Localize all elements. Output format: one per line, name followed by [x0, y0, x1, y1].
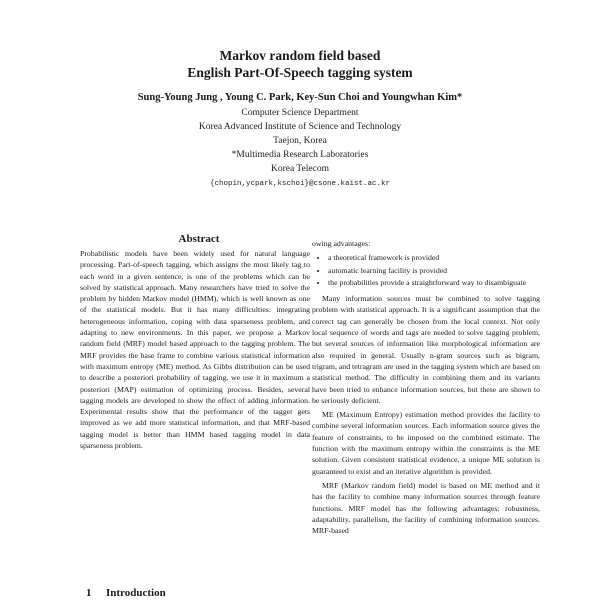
paper-title-line-1: Markov random field based — [219, 48, 381, 63]
affiliation-city: Taejon, Korea — [273, 136, 327, 146]
advantage-item: • automatic learning facility is provided — [328, 265, 540, 276]
section-title: Introduction — [106, 587, 166, 599]
advantage-item: • a theoretical framework is provided — [328, 252, 540, 263]
affiliation-lab: *Multimedia Research Laboratories — [231, 150, 369, 160]
right-column — [312, 238, 540, 600]
body-paragraph: MRF (Markov random field) model is based on ME method and it has the facility to combine many information sources through feature functions. MRF model has the following advantages: robustness, adaptability, parallelism, the facility of combining information sources. MRF-based — [312, 480, 540, 536]
advantages-list — [312, 252, 540, 288]
abstract-heading: Abstract — [178, 233, 220, 245]
advantage-item: • the probabilities provide a straightforward way to disambiguate — [328, 277, 540, 288]
body-paragraph: ME (Maximum Entropy) estimation method provides the facility to combine several information sources. Each information source gives the feature of constraints, to be imposed on the combined estimate. The function with the maximum entropy within the constraints is the ME solution. Given consistent statistical evidence, a unique ME solution is guaranteed to exist and an iterative algorithm is provided. — [312, 410, 540, 476]
section-heading-introduction — [86, 587, 306, 600]
abstract-text: Probabilistic models have been widely used for natural language processing. Part-of-speech tagging, which assigns the most likely tag to each word in a given sentence, is one of the problems which can be solved by statistical approach. Many researchers have tried to solve the problem by hidden Markov model (HMM), which is well known as one of the statistical models. But it has many difficulties: integrating heterogeneous information, coping with data sparseness problem, and adapting to new environments. In this paper, we propose a Markov random field (MRF) model based approach to the tagging problem. The MRF provides the base frame to combine various statistical information with maximum entropy (ME) method. As Gibbs distribution can be used to describe a posteriori probability of tagging, we use it in maximum a posteriori (MAP) estimation of optimizing process. Besides, several tagging models are developed to show the effect of adding information. Experimental results show that the performance of the tagger gets improved as we add more statistical information, and that MRF-based tagging model is better than HMM based tagging model in data sparseness problem. — [80, 249, 310, 451]
affiliation-company: Korea Telecom — [271, 164, 329, 174]
paper-title-line-2: English Part-Of-Speech tagging system — [187, 65, 413, 80]
body-paragraph: Many information sources must be combined to solve tagging problem with statistical approach. It is a significant assumption that the correct tag can generally be chosen from the local context. Not only local sequence of words and tags are needed to solve tagging problem, but several sources of information like morphological information are also required in general. Usually n-gram sources such as bigram, trigram, and tetragram are used in the tagging system which are based on statistical method. The difficulty in combining them and its variants have been tried to enhance information sources, but these are shown to be seriously deficient. — [312, 294, 540, 405]
advantages-intro: owing advantages: — [312, 239, 371, 248]
author-list: Sung-Young Jung , Young C. Park, Key-Sun Choi and Youngwhan Kim* — [137, 92, 463, 103]
section-number: 1 — [86, 587, 92, 599]
abstract-column — [80, 248, 310, 573]
affiliation-department: Computer Science Department — [241, 108, 359, 118]
author-email: {chopin,ycpark,kschoi}@csone.kaist.ac.kr — [209, 180, 391, 188]
affiliation-institute: Korea Advanced Institute of Science and Technology — [198, 122, 402, 132]
